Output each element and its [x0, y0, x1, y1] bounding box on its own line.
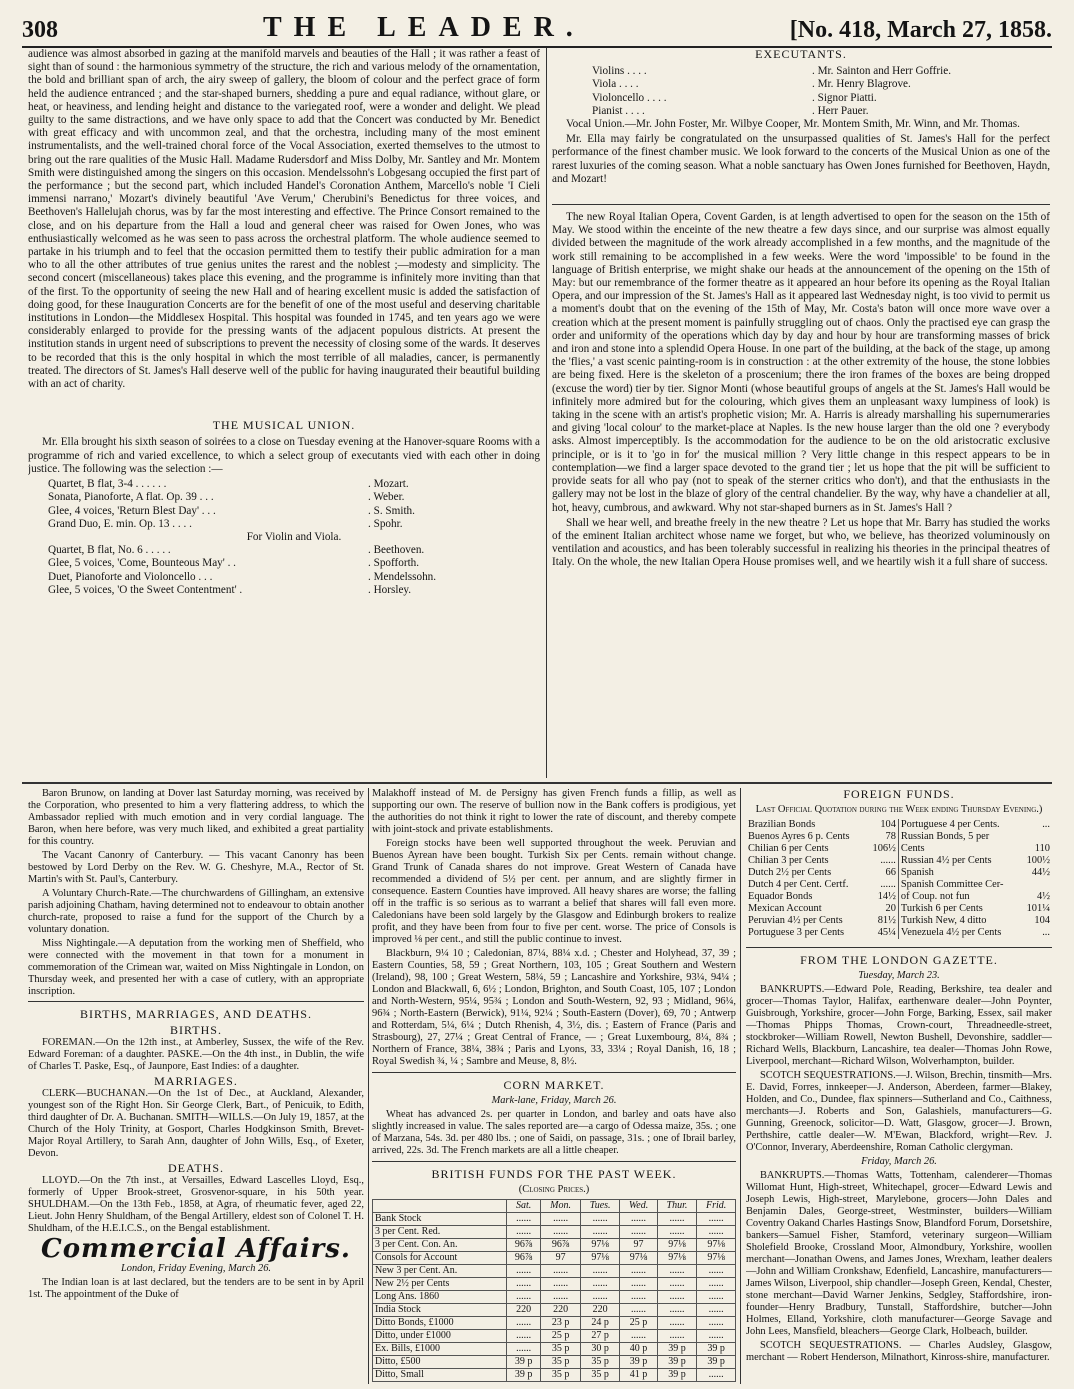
programme-item: Sonata, Pianoforte, A flat. Op. 39 . . . . Weber.	[48, 491, 405, 504]
british-funds-cell: ......	[506, 1213, 540, 1226]
funds-text-3: Blackburn, 9¼ 10 ; Caledonian, 87¼, 88¼ x.d. ; Chester and Holyhead, 37, 39 ; Eastern Counties, 58, 59 ; Great Northern, 103, 105 ; Great Southern and Western (Ireland), 98, 100 ; Great Western, 58¼, 59 ; Lancashire and Yorkshire, 93¼, 94¼ ; London and Blackwall, 6, 6½ ; London, Brighton, and South Coast, 105, 107 ; London and North-Western, 95¼, 95¾ ; London and South-Western, 92, 93 ; Midland, 96¼, 96¾ ; North-Eastern (Berwick), 91¼, 92¼ ; South-Eastern (Dover), 69, 70 ; Antwerp and Rotterdam, 5¼, 6¼ ; Dutch Rhenish, 4, 3½, dis. ; Eastern of France (Paris and Strasbourg), 27, 27¼ ; Great Central of France, — ; Great Luxembourg, 8¼, 8¾ ; Northern of France, 38¼, 38¾ ; Paris and Lyons, 33, 33¼ ; Royal Danish, 16, 18 ; Royal Swedish ¾, ¼ ; Sambre and Meuse, 8, 8½.	[372, 948, 736, 1067]
british-funds-cell: ......	[620, 1304, 657, 1317]
british-funds-cell: 97⅛	[697, 1252, 736, 1265]
scotch-sequestrations-friday: SCOTCH SEQUESTRATIONS. — Charles Audsley, Glasgow, merchant — Robert Henderson, Milnathort, Kinross-shire, manufacturer.	[746, 1340, 1052, 1363]
british-funds-cell: 97	[541, 1252, 581, 1265]
british-funds-cell: ......	[620, 1278, 657, 1291]
rule	[28, 1001, 364, 1002]
british-funds-cell: ......	[506, 1317, 540, 1330]
gazette-heading: FROM THE LONDON GAZETTE.	[800, 953, 998, 967]
foreign-funds-cell: 104	[1034, 915, 1050, 926]
bottom-column-3	[746, 788, 1052, 1384]
foreign-funds-cell: 78	[867, 831, 899, 843]
british-funds-col-header: Wed.	[620, 1200, 657, 1213]
programme-note: For Violin and Viola.	[246, 530, 342, 543]
british-funds-cell: ......	[541, 1265, 581, 1278]
foreign-funds-cell: ...	[1042, 927, 1050, 938]
british-funds-cell: ......	[697, 1265, 736, 1278]
british-funds-row	[373, 1252, 736, 1265]
british-funds-col-header: Sat.	[506, 1200, 540, 1213]
bmd-heading: BIRTHS, MARRIAGES, AND DEATHS.	[80, 1007, 312, 1021]
bankrupts-tuesday: BANKRUPTS.—Edward Pole, Reading, Berkshire, tea dealer and grocer—Thomas Taylor, Halifax, earthenware dealer—John Poynter, Guisbrough, Yorkshire, grocer—John Forge, Barking, Essex, sail maker—Thomas Phipps Thomas, Crown-court, Threadneedle-street, stockbroker—William Rowell, Newton Bushell, Devonshire, saddler—Richard Wells, Blackburn, Lancashire, tea dealer—Thomas John Rowe, Liverpool, merchant—Richard Wilson, Wolverhampton, builder.	[746, 984, 1052, 1067]
foreign-funds-cell: 106½	[867, 843, 899, 855]
british-funds-cell: Long Ans. 1860	[373, 1291, 507, 1304]
foreign-funds-cell: Turkish New, 4 ditto	[900, 915, 987, 926]
british-funds-cell: 25 p	[620, 1317, 657, 1330]
funds-text-2: Foreign stocks have been well supported throughout the week. Peruvian and Buenos Ayrean have been bought. Turkish Six per Cents. remain without change. Grand Trunk of Canada shares do not improve. Great Western of Canada have recommended a dividend of 5½ per cent. per annum, and are slightly firmer in consequence. Eastern Counties have improved. All heavy shares are worse; the falling off in the traffic is so serious as to warrant a belief that shares will fall even more. Caledonians have been sold largely by the Glasgow and Edinburgh brokers to realize profit, and they have been from four to five per cent. worse. The price of Consols is improved ⅛ per cent., and still the public continue to invest.	[372, 838, 736, 945]
british-funds-cell: 97	[620, 1239, 657, 1252]
british-funds-cell: Consols for Account	[373, 1252, 507, 1265]
foreign-funds-cell	[1021, 831, 1052, 843]
british-funds-cell: Ex. Bills, £1000	[373, 1343, 507, 1356]
british-funds-cell: ......	[697, 1330, 736, 1343]
british-funds-cell: India Stock	[373, 1304, 507, 1317]
commercial-affairs-heading: Commercial Affairs.	[41, 1234, 351, 1264]
rule	[746, 947, 1052, 948]
british-funds-cell: 40 p	[620, 1343, 657, 1356]
british-funds-row	[373, 1369, 736, 1382]
foreign-funds-cell: 101¼	[1026, 903, 1050, 914]
british-funds-cell: ......	[506, 1265, 540, 1278]
british-funds-cell: ......	[657, 1291, 697, 1304]
column-divider	[740, 788, 741, 1384]
scotch-sequestrations-tuesday: SCOTCH SEQUESTRATIONS.—J. Wilson, Brechin, tinsmith—Mrs. E. David, Forres, innkeeper—J. Anderson, Aberdeen, farmer—Blakey, Holden, and Co., Dundee, flax spinners—Sutherland and Co., Caithness, merchants—J. Roberts and Son, Galashiels, manufacturers—G. Gunning, Greenock, solicitor—D. Watt, Glasgow, grocer—J. Brown, Perthshire, cattle dealer—W. M'Ewan, Blackford, wright—Rev. J. O'Connor, Inverary, Aberdeenshire, Roman Catholic clergyman.	[746, 1070, 1052, 1153]
british-funds-row	[373, 1330, 736, 1343]
british-funds-cell: ......	[580, 1213, 620, 1226]
foreign-funds-cell: Peruvian 4½ per Cents	[748, 915, 843, 926]
british-funds-cell: ......	[697, 1369, 736, 1382]
british-funds-cell: 35 p	[541, 1356, 581, 1369]
corn-market-date: Mark-lane, Friday, March 26.	[491, 1095, 617, 1106]
programme-item: Quartet, B flat, No. 6 . . . . . . Beethoven.	[48, 544, 425, 557]
foreign-funds-row	[746, 819, 1052, 831]
foreign-funds-cell: 100½	[1026, 855, 1050, 866]
foreign-funds-row	[746, 855, 1052, 867]
marriages-text: CLERK—BUCHANAN.—On the 1st of Dec., at Auckland, Alexander, youngest son of the Right Hon. Sir George Clerk, Bart., of Penicuik, to Edith, third daughter of Dr. A. Buchanan. SMITH—WILLS.—On July 19, 1857, at the Church of the Holy Trinity, at Gosport, Charles Hodgkinson Smith, Brevet-Major Royal Artillery, to Sarah Ann, daughter of John Wills, Esq., of Exeter, Devon.	[28, 1088, 364, 1159]
gazette-tuesday: Tuesday, March 23.	[858, 970, 940, 981]
foreign-funds-cell: Equador Bonds	[748, 891, 813, 902]
british-funds-col-header: Frid.	[697, 1200, 736, 1213]
foreign-funds-cell: 44½	[1031, 867, 1050, 878]
british-funds-cell: ......	[657, 1330, 697, 1343]
concert-article: audience was almost absorbed in gazing at the manifold marvels and beauties of the Hall ; it was rather a feast of sight than of sound : the harmonious symmetry of the structure, the rich and various melody of the ornamentation, the bold and brilliant span of arch, the airy sweep of gallery, the bloom of colour and the perfect grace of form held the audience entranced ; and the star-shaped burners, shedding a pure and equal radiance, without glare, or heat, or heaviness, and lending height and distance to the variegated roof, were a wonder and delight. We plead guilty to the same distractions, and we have only space to add that the Concert was conducted by Mr. Benedict with great efficacy and with uncommon zeal, and that the orchestra, including many of the most eminent instrumentalists, and the well-trained choral force of the Vocal Association, exerted themselves to the utmost to bring out the rare qualities of the Music Hall. Madame Rudersdorf and Miss Dolby, Mr. Santley and Mr. Montem Smith were distinguished among the singers on this occasion. Mendelssohn's Lobgesang occupied the first part of the performance ; but the second part, which included Handel's Coronation Anthem, Marcello's noble 'I Cieli immensi narrano,' Mozart's divinely beautiful 'Ave Verum,' Cherubini's Benedictus for three voices, and Beethoven's Hallelujah chorus, was by far the most interesting and effective. The Prince Consort remained to the close, and on his departure from the Hall a loud and general cheer was raised for Owen Jones, who was enthusiastically welcomed as he was seen to pass across the orchestral platform. The whole audience seemed to partake in his triumph and to feel that the occasion permitted them to testify their public admiration for a man who to all the other attributes of true genius unites the rarest and the noblest ;—modesty and simplicity. The second concert (miscellaneous) takes place this evening, and the programme is infinitely more inviting than that of the first. To the opportunity of seeing the new Hall and of hearing excellent music is added the satisfaction of doing good, for these Inauguration Concerts are for the benefit of one of the most useful and deserving charitable institutions in London—the Middlesex Hospital. This hospital was founded in 1745, and ten years ago we were considerably enlarged to provide for the pressing wants of the adjacent populous districts. At present the institution stands in urgent need of subscriptions to prevent the necessity of closing some of the wards. It deserves to be recorded that this is the only hospital in which the most terrible of all maladies, cancer, is permanently treated. The directors of St. James's Hall deserve well of the public for having inaugurated their beautiful building with an act of charity.	[28, 48, 540, 391]
corn-market-heading: CORN MARKET.	[503, 1078, 605, 1092]
foreign-funds-row	[746, 903, 1052, 915]
foreign-funds-cell: Russian Bonds, 5 per	[900, 831, 990, 842]
british-funds-cell: Bank Stock	[373, 1213, 507, 1226]
british-funds-row	[373, 1317, 736, 1330]
british-funds-col-header: Thur.	[657, 1200, 697, 1213]
british-funds-cell: 35 p	[541, 1369, 581, 1382]
british-funds-cell: ......	[506, 1278, 540, 1291]
british-funds-cell: New 2½ per Cents	[373, 1278, 507, 1291]
newspaper-title: THE LEADER.	[262, 12, 585, 43]
british-funds-cell: 39 p	[620, 1356, 657, 1369]
british-funds-row	[373, 1291, 736, 1304]
british-funds-cell: ......	[506, 1291, 540, 1304]
british-funds-cell: 35 p	[580, 1356, 620, 1369]
british-funds-cell: 23 p	[541, 1317, 581, 1330]
british-funds-cell: 97⅛	[697, 1239, 736, 1252]
musical-union-heading: THE MUSICAL UNION.	[212, 418, 356, 433]
british-funds-cell: ......	[620, 1213, 657, 1226]
deaths-heading: DEATHS.	[167, 1161, 224, 1175]
foreign-funds-cell: 110	[1034, 843, 1050, 854]
rule	[372, 1161, 736, 1162]
foreign-funds-cell: ......	[867, 855, 899, 867]
british-funds-cell: 39 p	[506, 1369, 540, 1382]
vocal-union: Vocal Union.—Mr. John Foster, Mr. Wilbye Cooper, Mr. Montem Smith, Mr. Winn, and Mr. Thomas.	[566, 118, 1020, 131]
british-funds-cell: ......	[657, 1278, 697, 1291]
musical-union-intro: Mr. Ella brought his sixth season of soirées to a close on Tuesday evening at the Hanover-square Rooms with a programme of rich and varied excellence, to which a select group of executants vied with each other in doing justice. The following was the selection :—	[28, 436, 540, 475]
left-top-column	[28, 48, 540, 776]
foreign-funds-cell: Chilian 6 per Cents	[748, 843, 829, 854]
executants-list	[552, 65, 1050, 118]
foreign-funds-row	[746, 927, 1052, 939]
foreign-funds-cell: ...	[1042, 819, 1050, 830]
page-number: 308	[22, 17, 58, 43]
british-funds-cell: 97⅛	[620, 1252, 657, 1265]
british-funds-row	[373, 1213, 736, 1226]
british-funds-cell: 39 p	[506, 1356, 540, 1369]
british-funds-cell: 97⅛	[580, 1239, 620, 1252]
section-rule	[552, 204, 1050, 205]
bankrupts-friday: BANKRUPTS.—Thomas Watts, Tottenham, calenderer—Thomas Willomat Hunt, High-street, Whitechapel, grocer—Edward Lewis and Joseph Lewis, High-street, Marylebone, grocers—John Dales and Benjamin Dales, George-street, Westminster, builders—William Coventry Oakand Charles Hastings Snow, Blandford Forum, Dorsetshire, bankers—Samuel Fisher, Stamford, veterinary surgeon—William Sholefield Brooke, Crossland Moor, Almondbury, Yorkshire, woollen merchant—Jonathan Owens, and James Jones, Wrexham, leather dealers—John and William Cronkshaw, Edenfield, Lancashire, manufacturers—James Wilson, Liverpool, ship chandler—Joseph Green, Kendal, Chester, stone merchant—David Warner Jenkins, Sedgley, Staffordshire, iron-founder—Henry Bradbury, Tunstall, Staffordshire, butcher—John Holmes, Elland, Yorkshire, cloth manufacturer—George Savage and John Lees, Mansfield, bleachers—George Clark, Holbeach, builder.	[746, 1170, 1052, 1337]
british-funds-row	[373, 1278, 736, 1291]
british-funds-cell: 24 p	[580, 1317, 620, 1330]
foreign-funds-cell: 104	[867, 819, 899, 831]
foreign-funds-cell: 20	[867, 903, 899, 915]
foreign-funds-cell: 66	[867, 867, 899, 879]
bottom-column-2	[372, 788, 736, 1384]
foreign-funds-cell: Chilian 3 per Cents	[748, 855, 829, 866]
foreign-funds-cell: Dutch 2½ per Cents	[748, 867, 832, 878]
british-funds-sub: (Closing Prices.)	[518, 1184, 590, 1195]
british-funds-cell: 220	[506, 1304, 540, 1317]
executant-row: Violins . . . . . Mr. Sainton and Herr Goffrie.	[592, 65, 951, 78]
british-funds-cell: ......	[620, 1265, 657, 1278]
bottom-column-1	[28, 788, 364, 1384]
deaths-text: LLOYD.—On the 7th inst., at Versailles, Edward Lascelles Lloyd, Esq., formerly of Upper Brook-street, Grosvenor-square, in his 50th year. SHULDHAM.—On the 13th Feb., 1858, at Agra, of rheumatic fever, aged 22, Lieut. John Henry Shuldham, of the Bengal Artillery, eldest son of Colonel T. H. Shuldham, of the H.E.I.C.S., on the Bengal establishment.	[28, 1175, 364, 1234]
british-funds-cell: ......	[657, 1213, 697, 1226]
british-funds-cell: ......	[657, 1304, 697, 1317]
executant-row: Viola . . . . . Mr. Henry Blagrove.	[592, 78, 911, 91]
british-funds-cell: ......	[697, 1278, 736, 1291]
right-top-column	[552, 48, 1050, 778]
british-funds-cell: ......	[541, 1278, 581, 1291]
british-funds-cell: ......	[620, 1226, 657, 1239]
british-funds-cell: 3 per Cent. Con. An.	[373, 1239, 507, 1252]
british-funds-row	[373, 1226, 736, 1239]
british-funds-cell: 96⅞	[506, 1252, 540, 1265]
baron-brunow: Baron Brunow, on landing at Dover last Saturday morning, was received by the Corporation, who presented to him a very flattering address, to which the Ambassador replied with much emotion and in very cordial language. The Baron, when here before, was very much liked, and exhibited a great partiality for this country.	[28, 788, 364, 847]
programme-item: Glee, 5 voices, 'O the Sweet Contentment' . . Horsley.	[48, 583, 412, 596]
column-divider	[368, 788, 369, 1384]
marriages-heading: MARRIAGES.	[154, 1074, 238, 1088]
british-funds-cell: 220	[580, 1304, 620, 1317]
miss-nightingale: Miss Nightingale.—A deputation from the working men of Sheffield, who were connected with the movement in that town for a monument in commemoration of the Crimean war, waited on Miss Nightingale in London, on Thursday week, and presented her with a case of cutlery, with an appropriate inscription.	[28, 938, 364, 997]
programme-item: Grand Duo, E. min. Op. 13 . . . . . Spohr.	[48, 517, 403, 530]
foreign-funds-table	[746, 819, 1052, 939]
british-funds-row	[373, 1265, 736, 1278]
horizontal-divider	[22, 782, 1052, 784]
british-funds-col-header: Mon.	[541, 1200, 581, 1213]
programme-item: Glee, 5 voices, 'Come, Bounteous May' . . . Spofforth.	[48, 557, 420, 570]
british-funds-cell: Ditto, £500	[373, 1356, 507, 1369]
foreign-funds-cell: 81½	[867, 915, 899, 927]
british-funds-cell: ......	[697, 1226, 736, 1239]
foreign-funds-cell	[1021, 879, 1052, 891]
gazette-friday: Friday, March 26.	[861, 1156, 937, 1167]
british-funds-cell: ......	[541, 1226, 581, 1239]
commercial-text: The Indian loan is at last declared, but the tenders are to be sent in by April 1st. The appointment of the Duke of	[28, 1277, 364, 1300]
foreign-funds-cell: Spanish Committee Cer-	[900, 879, 1004, 890]
foreign-funds-cell: Spanish	[900, 867, 934, 878]
foreign-funds-cell: 4½	[1037, 891, 1050, 902]
foreign-funds-cell: 14½	[867, 891, 899, 903]
british-funds-cell: ......	[580, 1226, 620, 1239]
foreign-funds-cell: Dutch 4 per Cent. Certf.	[748, 879, 849, 890]
british-funds-col-header	[373, 1200, 507, 1213]
british-funds-row	[373, 1356, 736, 1369]
british-funds-heading: BRITISH FUNDS FOR THE PAST WEEK.	[431, 1167, 677, 1181]
british-funds-cell: 97⅛	[657, 1252, 697, 1265]
british-funds-cell: ......	[697, 1213, 736, 1226]
british-funds-cell: ......	[580, 1265, 620, 1278]
foreign-funds-cell: 45¼	[867, 927, 899, 939]
british-funds-cell: ......	[697, 1291, 736, 1304]
foreign-funds-row	[746, 867, 1052, 879]
british-funds-cell: 220	[541, 1304, 581, 1317]
commercial-date: London, Friday Evening, March 26.	[121, 1263, 271, 1274]
british-funds-cell: 3 per Cent. Red.	[373, 1226, 507, 1239]
british-funds-cell: 39 p	[657, 1356, 697, 1369]
rule	[372, 1072, 736, 1073]
british-funds-cell: 96⅞	[506, 1239, 540, 1252]
executants-heading: EXECUTANTS.	[755, 48, 847, 61]
british-funds-cell: 39 p	[697, 1356, 736, 1369]
foreign-funds-row	[746, 843, 1052, 855]
foreign-funds-cell: Buenos Ayres 6 p. Cents	[748, 831, 850, 842]
british-funds-row	[373, 1239, 736, 1252]
foreign-funds-row	[746, 879, 1052, 891]
issue-info: [No. 418, March 27, 1858.	[789, 17, 1052, 43]
foreign-funds-heading: FOREIGN FUNDS.	[843, 788, 955, 801]
corn-market-text: Wheat has advanced 2s. per quarter in London, and barley and oats have also slightly increased in value. The sales reported are—a cargo of Odessa maize, 35s. ; one of Marzana, 54s. 3d. per 480 lbs. ; one of Saidi, on passage, 31s. ; one of Ibrail barley, arrived, 22s. 3d. The French markets are all a little cheaper.	[372, 1109, 736, 1156]
foreign-funds-cell: Portuguese 3 per Cents	[748, 927, 845, 938]
foreign-funds-cell: Brazilian Bonds	[748, 819, 816, 830]
british-funds-cell: ......	[506, 1343, 540, 1356]
foreign-funds-row	[746, 831, 1052, 843]
page-header	[22, 8, 1052, 48]
british-funds-row	[373, 1343, 736, 1356]
programme-list	[48, 478, 540, 597]
foreign-funds-cell: Portuguese 4 per Cents.	[900, 819, 1000, 830]
british-funds-cell: ......	[620, 1291, 657, 1304]
foreign-funds-cell: Cents	[900, 843, 925, 854]
foreign-funds-cell: Russian 4½ per Cents	[900, 855, 992, 866]
british-funds-cell: 25 p	[541, 1330, 581, 1343]
programme-item: Duet, Pianoforte and Violoncello . . . . Mendelssohn.	[48, 570, 437, 583]
british-funds-cell: Ditto, Small	[373, 1369, 507, 1382]
foreign-funds-row	[746, 891, 1052, 903]
british-funds-cell: 35 p	[580, 1369, 620, 1382]
british-funds-cell: 39 p	[657, 1369, 697, 1382]
british-funds-cell: ......	[580, 1278, 620, 1291]
british-funds-cell: 39 p	[697, 1343, 736, 1356]
british-funds-cell: 41 p	[620, 1369, 657, 1382]
british-funds-table	[372, 1199, 736, 1382]
british-funds-cell: ......	[657, 1265, 697, 1278]
british-funds-cell: Ditto, under £1000	[373, 1330, 507, 1343]
programme-item: Glee, 4 voices, 'Return Blest Day' . . . . S. Smith.	[48, 504, 415, 517]
opera-closing: Shall we hear well, and breathe freely in the new theatre ? Let us hope that Mr. Barry has studied the works of the eminent Italian architect whose name we forget, but who, we believe, has theorized voluminously on ventilation and acoustics, and has been tolerably successful in realizing his theories in the principal theatres of Italy. On the whole, the new Italian Opera House promises well, and we heartily wish it a full share of success.	[552, 516, 1050, 569]
british-funds-cell: ......	[541, 1213, 581, 1226]
british-funds-cell: ......	[541, 1291, 581, 1304]
british-funds-row	[373, 1304, 736, 1317]
ella-paragraph: Mr. Ella may fairly be congratulated on the unsurpassed qualities of St. James's Hall for the perfect performance of the finest chamber music. We look forward to the concerts of the Musical Union as one of the rarest luxuries of the coming season. What a noble sanctuary has Owen Jones furnished for Beethoven, Haydn, and Mozart!	[552, 133, 1050, 185]
british-funds-cell: 97⅛	[657, 1239, 697, 1252]
column-divider	[546, 48, 547, 778]
foreign-funds-cell: Turkish 6 per Cents	[900, 903, 983, 914]
british-funds-col-header: Tues.	[580, 1200, 620, 1213]
british-funds-cell: 97⅛	[580, 1252, 620, 1265]
british-funds-cell: ......	[697, 1317, 736, 1330]
british-funds-cell: 39 p	[657, 1343, 697, 1356]
british-funds-cell: ......	[506, 1226, 540, 1239]
vacant-canonry: The Vacant Canonry of Canterbury. — This vacant Canonry has been bestowed by Lord Derby on the Rev. W. G. Cheshyre, M.A., Rector of St. Martin's with St. Paul's, Canterbury.	[28, 850, 364, 885]
british-funds-cell: ......	[657, 1317, 697, 1330]
british-funds-cell: New 3 per Cent. An.	[373, 1265, 507, 1278]
foreign-funds-row	[746, 915, 1052, 927]
births-heading: BIRTHS.	[170, 1023, 222, 1037]
foreign-funds-cell: ......	[867, 879, 899, 891]
executant-row: Violoncello . . . . . Signor Piatti.	[592, 91, 877, 104]
british-funds-cell: 35 p	[541, 1343, 581, 1356]
british-funds-cell: 27 p	[580, 1330, 620, 1343]
british-funds-cell: ......	[657, 1226, 697, 1239]
foreign-funds-cell: Mexican Account	[748, 903, 822, 914]
british-funds-cell: 30 p	[580, 1343, 620, 1356]
british-funds-cell: ......	[506, 1330, 540, 1343]
programme-item: Quartet, B flat, 3-4 . . . . . . . Mozart.	[48, 478, 409, 491]
british-funds-cell: ......	[580, 1291, 620, 1304]
church-rate: A Voluntary Church-Rate.—The churchwardens of Gillingham, an extensive parish adjoining Chatham, having determined not to endeavour to obtain another church-rate, proposed to raise a fund for the support of the Church by a voluntary donation.	[28, 888, 364, 935]
foreign-funds-cell: Venezuela 4½ per Cents	[900, 927, 1002, 938]
births-text: FOREMAN.—On the 12th inst., at Amberley, Sussex, the wife of the Rev. Edward Foreman: of a daughter. PASKE.—On the 4th inst., in Dublin, the wife of Charles T. Paske, Esq., of Jaunpore, East Indies: of a daughter.	[28, 1037, 364, 1072]
funds-text-1: Malakhoff instead of M. de Persigny has given French funds a fillip, as well as supporting our own. The reserve of bullion now in the Bank coffers is prodigious, yet the authorities do not think it right to lower the rate of discount, and thereby compete with joint-stock and private establishments.	[372, 788, 736, 835]
british-funds-cell: ......	[620, 1330, 657, 1343]
executant-row: Pianist . . . . . Herr Pauer.	[592, 104, 869, 117]
british-funds-cell: Ditto Bonds, £1000	[373, 1317, 507, 1330]
british-funds-cell: 96⅞	[541, 1239, 581, 1252]
british-funds-cell: ......	[697, 1304, 736, 1317]
opera-article: The new Royal Italian Opera, Covent Garden, is at length advertised to open for the season on the 15th of May. We stood within the enceinte of the new theatre a few days since, and our surprise was almost equally divided between the magnitude of the work already accomplished in a few months, and the magnitude of the work still remaining to be accomplished in a few weeks. Were the word 'impossible' to be found in the language of British enterprise, we might shake our heads at the announcement of the opening on the 15th of May: but our remembrance of the former theatre as it appeared an hour before its opening as the Royal Italian Opera, and our impression of the St. James's Hall as it appeared last Wednesday night, is too vivid to permit us a moment's doubt that on the evening of the 15th of May, Mr. Costa's baton will once more wave over a creation which at the present moment is painfully struggling out of chaos. Only the practised eye can grasp the order and uniformity of the operations which day by day and hour by hour are transforming masses of brick and iron and stone into a splendid Opera House. In one part of the building, at the back of the stage, up among the 'flies,' a vast scenic painting-room is in construction : at the other extremity of the house, the stone lobbies are being fixed. Here is the skeleton of a proscenium; there the iron frames of the boxes are being dropped (excuse the word) tier by tier. Signor Monti (whose beautiful groups of angels at the St. James's Hall would be infinitely more admired but for the colouring, which gives them an unpleasant waxy lumpiness of look) is taking in the scene with an artist's prophetic vision; Mr. A. Harris is already marshalling his supernumeraries and giving 'local colour' to the market-place at Naples. Is the new house larger than the old one ? everybody asks. Almost imperceptibly. Is the accommodation for the audience to be on the old aristocratic exclusive principle, or is it to 'go in for' the musical million ? Very little change in this respect appears to be in contemplation—we find a larger space devoted to the grand tier ; let us hope that the pit will be sufficient to provide seats for all who pay (not to speak of the sterner critics who don't), and that the enthusiasts in the gallery may not be lost in the blaze of glory of the central chandelier. By the way, why have a chandelier at all, hot, heavy, cumbrous, and awkward. Why not star-shaped burners as in St. James's Hall ?	[552, 211, 1050, 514]
foreign-funds-cell: of Coup. not fun	[900, 891, 970, 902]
foreign-funds-sub: Last Official Quotation during the Week ending Thursday Evening.)	[755, 804, 1043, 815]
